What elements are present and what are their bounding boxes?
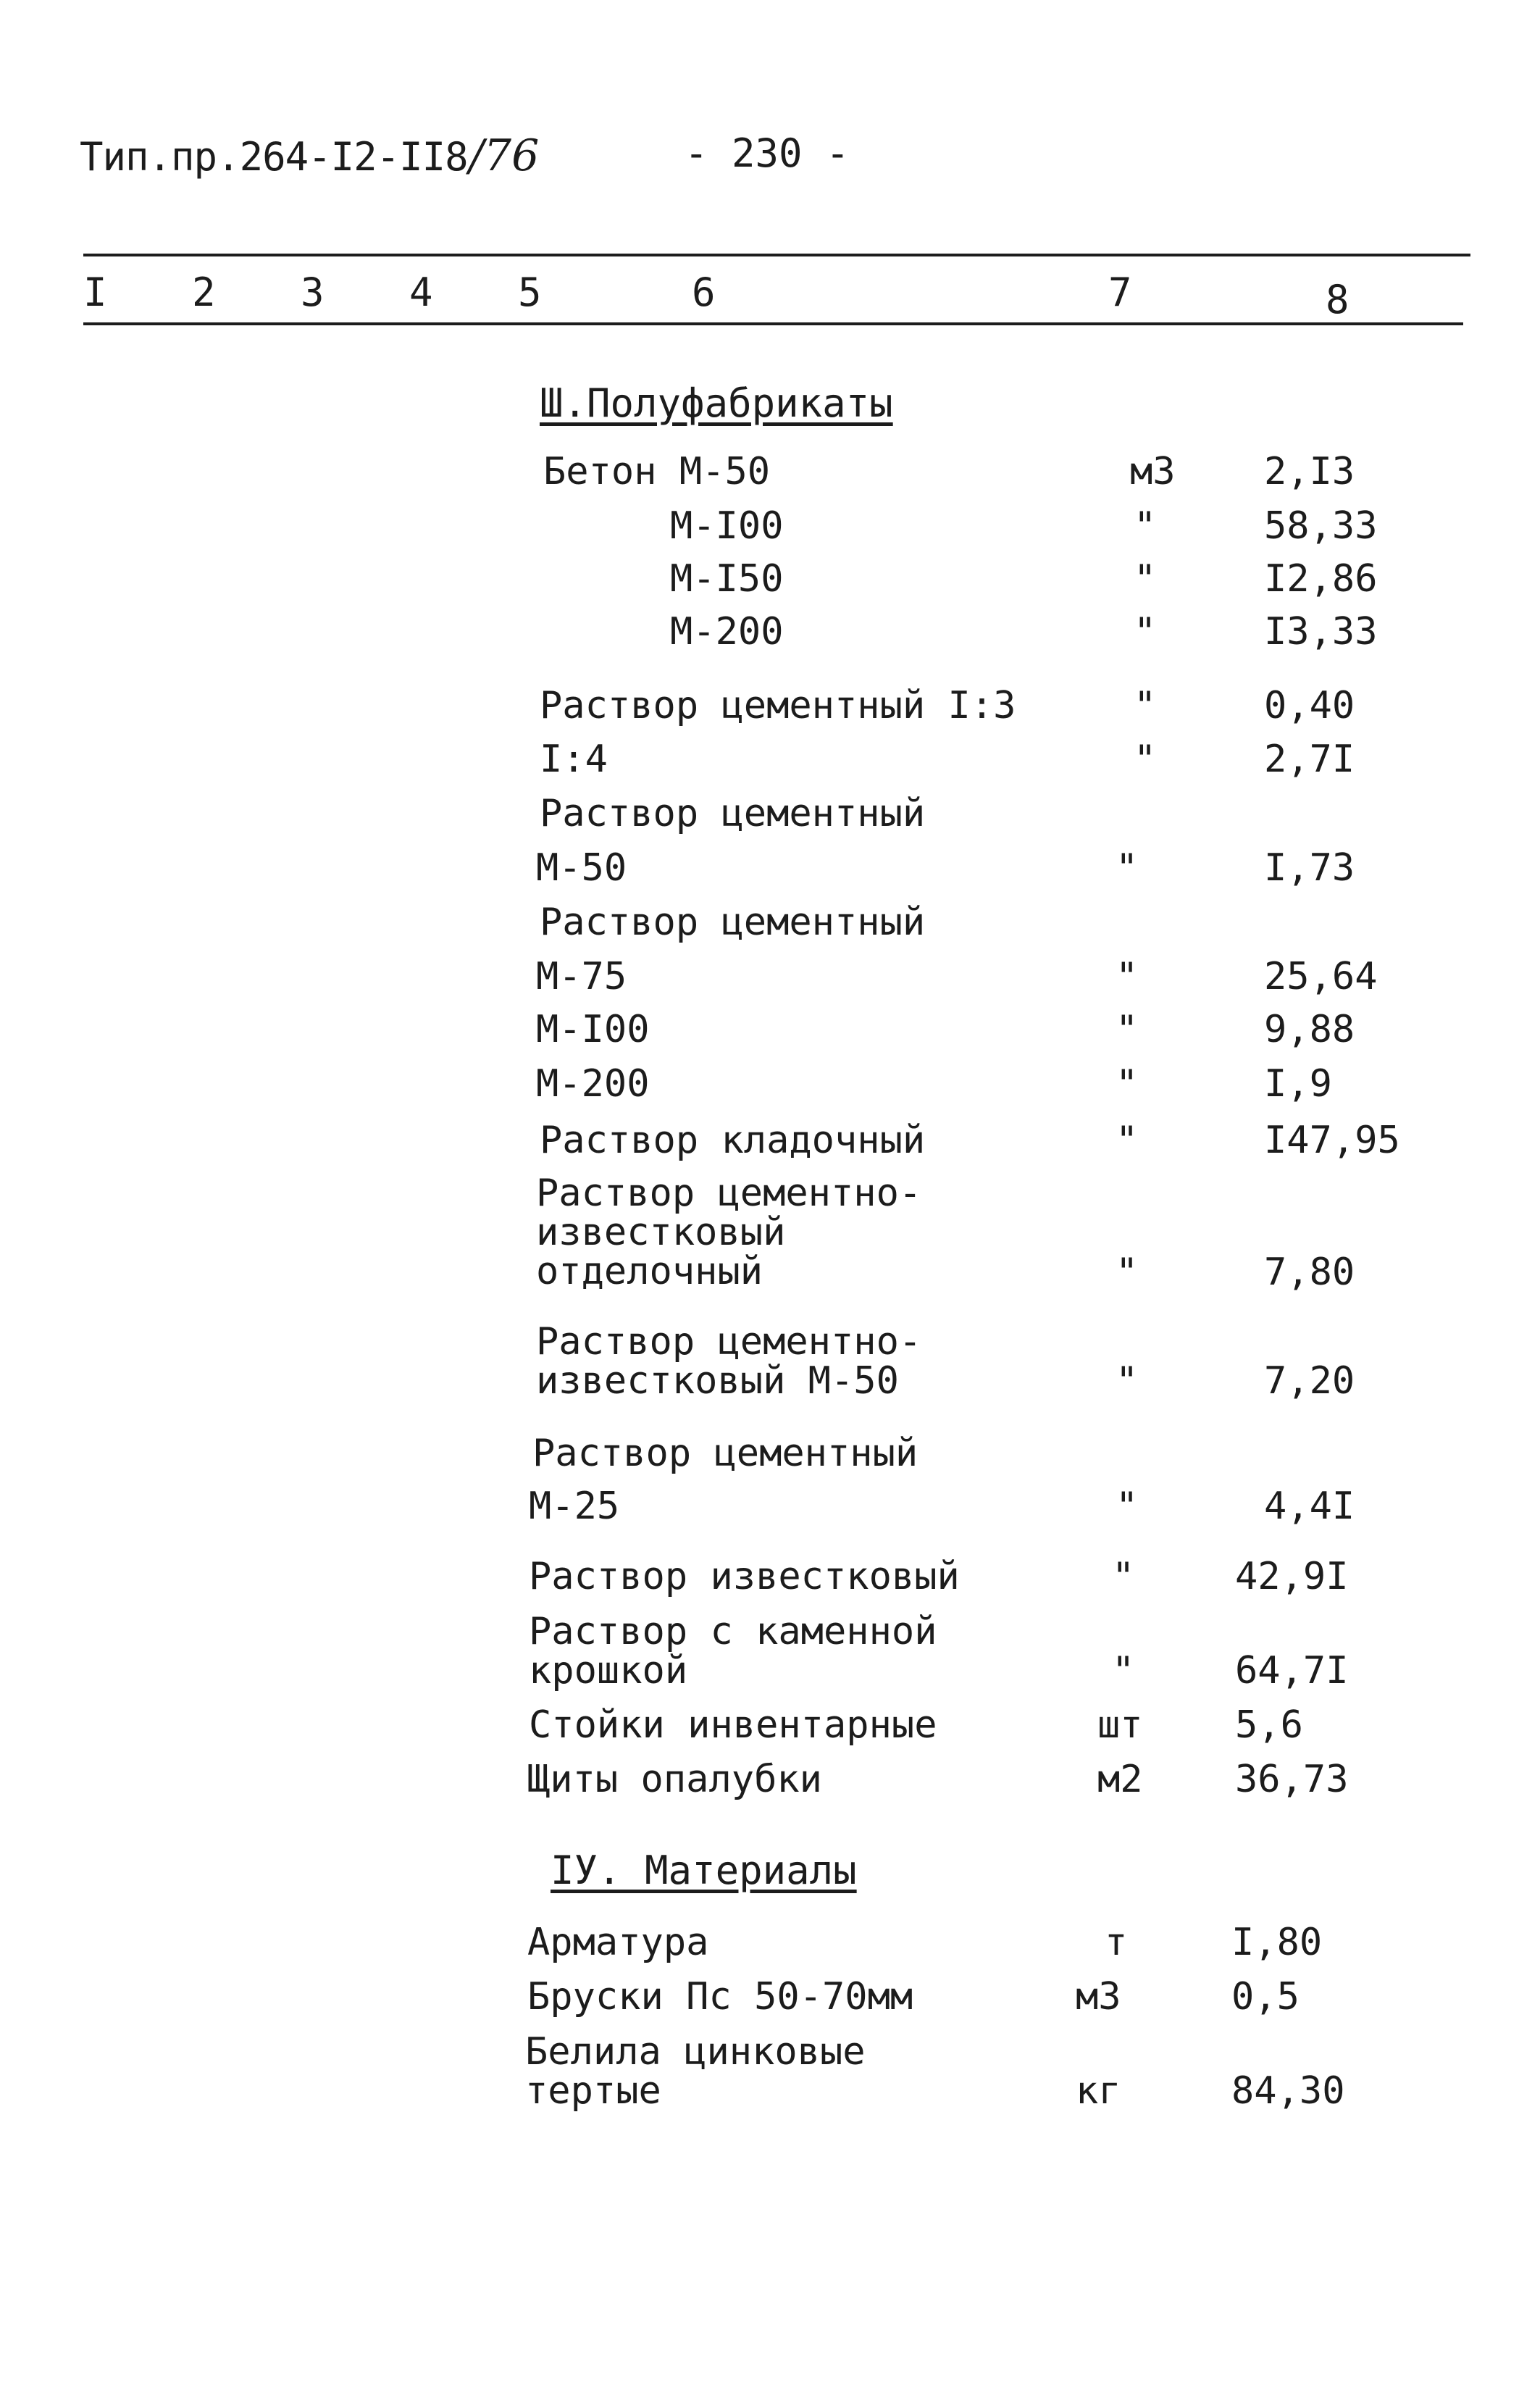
item-value: 84,30 xyxy=(1231,2069,1345,2113)
table-header-rule xyxy=(83,322,1463,325)
item-name: М-50 xyxy=(536,846,627,890)
item-name-line: Раствор цементно- xyxy=(536,1320,922,1364)
item-name: Бруски Пс 50-70мм xyxy=(527,1975,913,2019)
item-name-line: тертые xyxy=(525,2069,661,2113)
item-unit: " xyxy=(1116,846,1139,890)
item-value: I47,95 xyxy=(1264,1119,1400,1162)
item-value: 0,40 xyxy=(1264,684,1355,727)
item-name: Щиты опалубки xyxy=(527,1758,822,1801)
item-name-line: известковый М-50 xyxy=(536,1359,899,1403)
item-name: М-75 xyxy=(536,955,627,998)
item-value: 4,4I xyxy=(1264,1485,1355,1528)
item-value: 5,6 xyxy=(1235,1703,1303,1747)
document-code: Тип.пр.264-I2-II8 xyxy=(80,134,468,180)
item-name-line: отделочный xyxy=(536,1250,763,1293)
item-unit: " xyxy=(1134,684,1157,727)
item-name xyxy=(529,1612,937,1690)
item-value: 2,I3 xyxy=(1264,450,1355,493)
item-unit: " xyxy=(1116,1008,1139,1051)
item-unit: " xyxy=(1134,738,1157,781)
item-unit: " xyxy=(1112,1649,1135,1692)
item-name: Арматура xyxy=(527,1921,709,1964)
item-name xyxy=(536,1174,921,1291)
item-unit: " xyxy=(1134,557,1157,601)
item-unit: " xyxy=(1134,610,1157,654)
item-value: 0,5 xyxy=(1231,1975,1300,2019)
item-unit: м2 xyxy=(1097,1758,1143,1801)
item-name: Раствор кладочный xyxy=(540,1119,926,1162)
item-unit: " xyxy=(1116,1119,1139,1162)
column-header: I xyxy=(83,270,107,315)
item-name: Раствор цементный xyxy=(540,901,926,944)
item-unit: кг xyxy=(1076,2069,1121,2113)
item-unit: т xyxy=(1105,1921,1128,1964)
column-header: 3 xyxy=(301,270,325,315)
column-header: 5 xyxy=(518,270,542,315)
item-name-line: Раствор цементно- xyxy=(536,1172,922,1215)
item-name xyxy=(525,2032,866,2111)
item-name-line: крошкой xyxy=(529,1649,688,1692)
item-value: 42,9I xyxy=(1235,1555,1349,1598)
item-name-line: Раствор с каменной xyxy=(529,1610,937,1653)
section-title: IУ. Материалы xyxy=(551,1848,857,1893)
item-unit: " xyxy=(1116,1485,1139,1528)
document-code-suffix: /76 xyxy=(469,130,540,181)
item-name: М-200 xyxy=(670,610,784,654)
column-header: 8 xyxy=(1326,277,1349,322)
item-name: М-200 xyxy=(536,1062,650,1106)
item-unit: " xyxy=(1112,1555,1135,1598)
item-unit: " xyxy=(1116,1251,1139,1294)
item-value: I,80 xyxy=(1231,1921,1323,1964)
item-name: М-I50 xyxy=(670,557,784,601)
section-title: Ш.Полуфабрикаты xyxy=(540,380,893,426)
column-header: 4 xyxy=(409,270,433,315)
item-name: Бетон М-50 xyxy=(543,450,771,493)
item-unit: " xyxy=(1116,1062,1139,1106)
item-value: I,9 xyxy=(1264,1062,1332,1106)
item-name: М-I00 xyxy=(670,504,784,548)
item-value: 36,73 xyxy=(1235,1758,1349,1801)
item-value: I,73 xyxy=(1264,846,1355,890)
item-name: Раствор цементный xyxy=(532,1432,918,1475)
item-value: I3,33 xyxy=(1264,610,1378,654)
item-unit: " xyxy=(1116,1359,1139,1403)
item-unit: " xyxy=(1116,955,1139,998)
item-name xyxy=(536,1322,921,1401)
item-value: 58,33 xyxy=(1264,504,1378,548)
item-unit: " xyxy=(1134,504,1157,548)
item-unit: м3 xyxy=(1076,1975,1121,2019)
item-value: 7,20 xyxy=(1264,1359,1355,1403)
item-name-line: Белила цинковые xyxy=(525,2030,866,2074)
column-header: 7 xyxy=(1108,270,1132,315)
table-top-rule xyxy=(83,254,1470,256)
item-name: М-I00 xyxy=(536,1008,650,1051)
item-name-line: известковый xyxy=(536,1211,786,1254)
item-unit: м3 xyxy=(1130,450,1176,493)
item-name: I:4 xyxy=(540,738,608,781)
item-value: I2,86 xyxy=(1264,557,1378,601)
item-value: 9,88 xyxy=(1264,1008,1355,1051)
column-header: 6 xyxy=(692,270,716,315)
item-value: 2,7I xyxy=(1264,738,1355,781)
item-value: 25,64 xyxy=(1264,955,1378,998)
item-unit: шт xyxy=(1097,1703,1143,1747)
item-name: Раствор цементный I:3 xyxy=(540,684,1016,727)
column-header: 2 xyxy=(192,270,216,315)
item-name: Раствор цементный xyxy=(540,792,926,835)
item-value: 64,7I xyxy=(1235,1649,1349,1692)
item-name: М-25 xyxy=(529,1485,620,1528)
item-name: Раствор известковый xyxy=(529,1555,960,1598)
page-number: - 230 - xyxy=(685,130,850,176)
item-value: 7,80 xyxy=(1264,1251,1355,1294)
page-header xyxy=(80,130,850,181)
item-name: Стойки инвентарные xyxy=(529,1703,937,1747)
